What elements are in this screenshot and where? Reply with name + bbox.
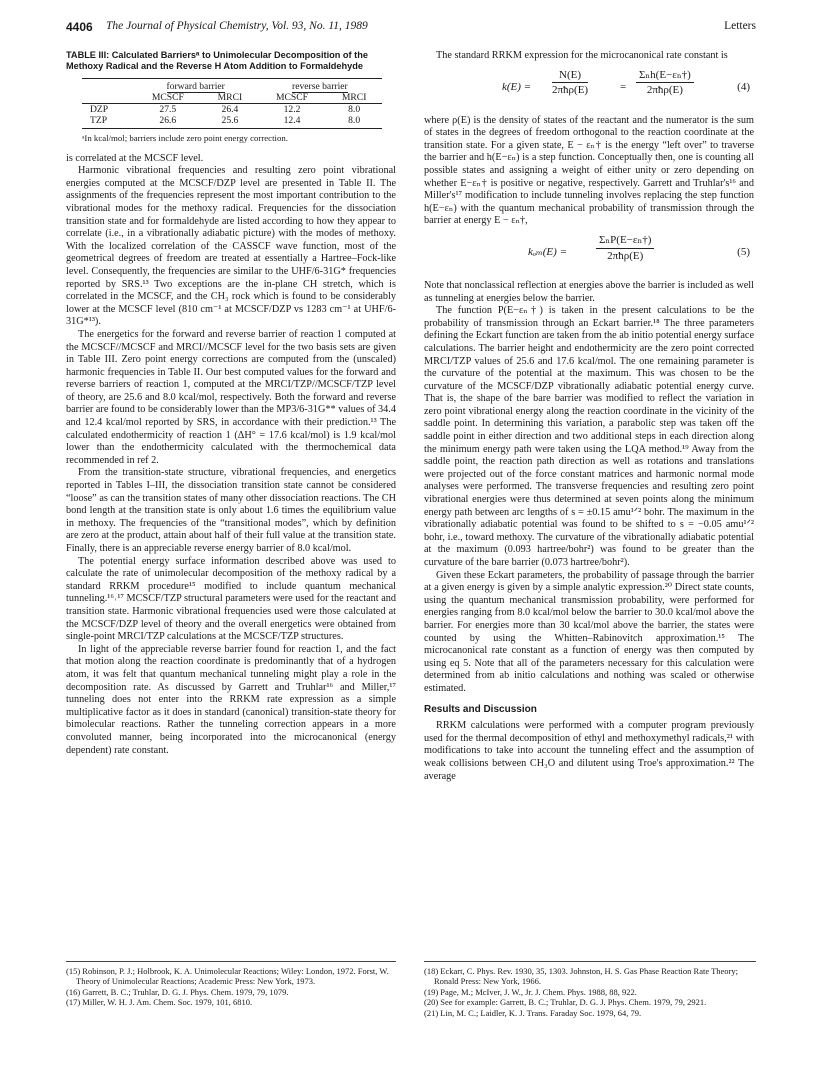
paragraph: From the transition-state structure, vibrational frequencies, and energetics reported in Tables I–III, the dissociation transition state cannot be considered “loose” as can the transition states of many other dissociation reactions. The CH bond length at the transition state is only about 1.6 times the equilibrium value in methoxy. The frequencies of the “transitional modes”, which by definition are zero at the product, attain about half of their full value at the transition state. Finally, there is an appreciable reverse energy barrier of 8.0 kcal/mol. [66, 467, 396, 554]
paragraph: where ρ(E) is the density of states of the reactant and the numerator is the sum of states in the degrees of freedom orthogonal to the reaction coordinate at the transition state. For a given state, E − εₙ† is the energy “left over” to traverse the barrier and h(E−εₙ) is a step function. Conceptually then, one is counting all possible states and assigning a weight of either unity or zero depending on whether E−εₙ† is positive or negative, respectively. Garrett and Truhlar's¹⁶ and Miller's¹⁷ modification to include tunneling involves replacing the step function h(E−εₙ) with the quantum mechanical probability of transmission through the barrier at energy E − εₙ†, [424, 114, 754, 227]
paragraph: is correlated at the MCSCF level. [66, 152, 204, 164]
footnote: (16) Garrett, B. C.; Truhlar, D. G. J. Phys. Chem. 1979, 79, 1079. [66, 986, 289, 997]
table-cell: 8.0 [348, 104, 361, 115]
left-column [66, 50, 396, 757]
page-header [66, 20, 756, 36]
table-cell: 12.2 [283, 104, 301, 115]
equation-4 [424, 69, 754, 109]
paragraph: Note that nonclassical reflection at energies above the barrier is included as well as tunneling at energies below the barrier. [424, 279, 754, 304]
equation-lhs: kₒₘ(E) = [528, 245, 567, 258]
paragraph: The function P(E−εₙ†) is taken in the present calculations to be the probability of transmission through an Eckart barrier.¹⁸ The three parameters defining the Eckart function are taken from the ab initio potential energy surface calculations. The barrier height and endothermicity are the zero point corrected MRCI/TZP values of 25.6 and 17.6 kcal/mol. The one remaining parameter is the curvature of the potential at the maximum. This was chosen to be the curvature of the MCSCF/DZP vibrationally adiabatic potential energy curve. That is, the shape of the bare barrier was modified to reflect the variation in zero point vibrational energy along the reaction coordinate in the vicinity of the saddle point. In determining this variation, a parabolic step was taken off the saddle point in either direction and two additional steps in each direction along the minimum energy path were taken using the LQA method.¹⁹ Away from the saddle point, the reaction path direction as well as rotations and translations were projected out of the force constant matrices and harmonic normal mode analyses were performed. The transverse frequencies and resulting zero point vibrational energies were thus determined at seven points along the minimum energy path between arc lengths of s = ±0.15 amu¹ᐟ² bohr. The maximum in the vibrationally adiabatic potential was found to be shifted to s = −0.05 amu¹ᐟ² bohr, i.e., toward methoxy. The curvature of the vibrationally adiabatic potential at the maximum (0.093 hartree/bohr²) was found to be greater than the curvature of the bare barrier (0.073 hartree/bohr²). [424, 305, 754, 568]
table-cell: 26.6 [134, 115, 202, 129]
table-cell: 25.6 [202, 115, 258, 129]
table-cell: 12.4 [258, 115, 326, 129]
footnote: (19) Page, M.; McIver, J. W., Jr. J. Chem. Phys. 1988, 88, 922. [424, 986, 637, 997]
numerator: ΣₙP(E−εₙ†) [596, 234, 654, 249]
fraction [596, 234, 654, 262]
footnote: (15) Robinson, P. J.; Holbrook, K. A. Unimolecular Reactions; Wiley: London, 1972. Forst, W. Theory of Unimolecular Reactions; Academic Press: New York, 1973. [66, 966, 389, 987]
denominator: 2πħρ(E) [646, 84, 683, 97]
equation-number: (4) [737, 80, 750, 93]
paragraph: The energetics for the forward and reverse barrier of reaction 1 computed at the MCSCF//MCSCF and MRCI//MCSCF level for the two basis sets are given in Table III. Zero point energy corrections are computed from the (unscaled) harmonic frequencies in Table II. Our best computed values for the forward and reverse barriers of reaction 1, computed at the MRCI/TZP//MCSCF/TZP level of theory, are 25.6 and 8.0 kcal/mol, respectively. Both the forward and reverse barrier are found to be considerably lower than the MP3/6-31G** values of 34.4 and 12.4 kcal/mol reported by SRS, in accordance with their prediction.¹³ The calculated endothermicity of reaction 1 (ΔH° = 17.6 kcal/mol) is 1.9 kcal/mol lower than the endothermicity calculated with the thermochemical data recommended in ref 2. [66, 328, 396, 466]
fraction [636, 69, 694, 97]
group-reverse: reverse barrier [292, 81, 348, 92]
right-column [424, 50, 754, 783]
section-label: Letters [724, 20, 756, 32]
fraction [552, 69, 588, 97]
table-row [82, 104, 382, 116]
equation-5 [424, 234, 754, 274]
paragraph: Given these Eckart parameters, the probability of passage through the barrier at a given energy is given by a simple analytic expression.²⁰ Direct state counts, using the quantum mechanical transmission probability, were performed for energies ranging from 8.0 kcal/mol below the barrier to 30.0 kcal/mol above the barrier. For energies more than 30 kcal/mol above the barrier, the states were counted by using the Whitten–Rabinovitch approximation.¹⁵ The microcanonical rate constant as a function of energy was then computed by using eq 5. Note that all of the parameters necessary for this calculation were determined from ab initio calculations and nothing was scaled or otherwise estimated. [424, 569, 754, 694]
footnote: (18) Eckart, C. Phys. Rev. 1930, 35, 1303. Johnston, H. S. Gas Phase Reaction Rate Theory; Ronald Press: New York, 1966. [424, 966, 738, 987]
column-header: MRCI [326, 92, 382, 104]
denominator: 2πħρ(E) [607, 249, 644, 262]
equation-number: (5) [737, 245, 750, 258]
paragraph: Harmonic vibrational frequencies and resulting zero point vibrational energies computed at the MCSCF/DZP level are presented in Table II. The assignments of the frequencies represent the most important contribution to the vibrational modes for the methoxy radical. Frequencies for the dissociation transition state and for formaldehyde are listed according to how they appear to correlate (i.e., in a vibrationally adiabatic picture) with the modes of methoxy. With the localized correlation of the CASSCF wave function, most of the geometrical degrees of freedom are treated at essentially a Hartree–Fock-like level. Consequently, the frequencies are similar to the UHF/6-31G* frequencies reported by SRS.¹³ Two exceptions are the in-plane CH stretch, which is correlated in the MCSCF, and the CH₃ rock which is found to be considerably lower at the MCSCF level (810 cm⁻¹ at MCSCF/DZP vs 1283 cm⁻¹ at UHF/6-31G*¹³). [66, 165, 396, 328]
footnote: (20) See for example: Garrett, B. C.; Truhlar, D. G. J. Phys. Chem. 1979, 79, 2921. [424, 997, 707, 1008]
numerator: N(E) [552, 69, 588, 84]
table-cell: 26.4 [221, 104, 239, 115]
column-header: MCSCF [134, 92, 202, 104]
footnotes-right [424, 961, 756, 1018]
column-header: MRCI [202, 92, 258, 104]
journal-title: The Journal of Physical Chemistry, Vol. 93, No. 11, 1989 [106, 20, 368, 32]
table-footnote: ᵃIn kcal/mol; barriers include zero point energy correction. [82, 133, 288, 143]
basis-label: TZP [82, 115, 134, 129]
table-row [82, 115, 382, 129]
table-cell: 8.0 [326, 115, 382, 129]
footnote: (21) Lin, M. C.; Laidler, K. J. Trans. Faraday Soc. 1979, 64, 79. [424, 1007, 642, 1018]
denominator: 2πħρ(E) [552, 84, 589, 97]
paragraph: The standard RRKM expression for the microcanonical rate constant is [436, 50, 728, 61]
page-number: 4406 [66, 20, 93, 34]
footnotes-left [66, 961, 396, 1008]
table-corner [82, 79, 134, 93]
column-header: MCSCF [258, 92, 326, 104]
paragraph: RRKM calculations were performed with a computer program previously used for the thermal decomposition of ethyl and methoxymethyl radicals,²¹ with modifications to take into account the tunneling effect and the assumption of weak collisions between CH₃O and dilutent using Troe's approximation.²² The average [424, 720, 754, 782]
barrier-table [82, 78, 382, 129]
paragraph: The potential energy surface information described above was used to calculate the rate of unimolecular decomposition of the methoxy radical by a standard RRKM procedure¹⁵ modified to include quantum mechanical tunneling.¹⁶˒¹⁷ MCSCF/TZP structural parameters were used for the reactant and transition state. Harmonic vibrational frequencies used were those calculated at the MCSCF/DZP level of theory and the overall energetics were obtained from single-point MRCI/TZP calculations at the MCSCF/TZP structures. [66, 555, 397, 643]
section-heading: Results and Discussion [424, 703, 537, 715]
numerator: Σₙh(E−εₙ†) [636, 69, 694, 84]
group-forward: forward barrier [166, 81, 225, 92]
table-cell: 27.5 [159, 104, 177, 115]
equals-sign: = [620, 80, 627, 93]
basis-label: DZP [90, 104, 109, 115]
equation-lhs: k(E) = [502, 80, 532, 93]
footnote: (17) Miller, W. H. J. Am. Chem. Soc. 1979, 101, 6810. [66, 997, 253, 1008]
paragraph: In light of the appreciable reverse barrier found for reaction 1, and the fact that motion along the reaction coordinate is predominantly that of a hydrogen atom, it was felt that quantum mechanical tunneling might play a role in the decomposition rate. As discussed by Garrett and Truhlar¹⁶ and Miller,¹⁷ tunneling does not enter into the RRKM rate expression as a simple multiplicative factor as it does in standard (canonical) transition-state theory for bimolecular reactions. Rather the tunneling correction appears in a more convoluted manner, being incorporated into the microcanonical (energy dependent) rate constant. [66, 643, 396, 756]
table-caption: TABLE III: Calculated Barriersᵃ to Unimolecular Decomposition of the Methoxy Radical and the Reverse H Atom Addition to Formaldehyde [66, 50, 368, 71]
